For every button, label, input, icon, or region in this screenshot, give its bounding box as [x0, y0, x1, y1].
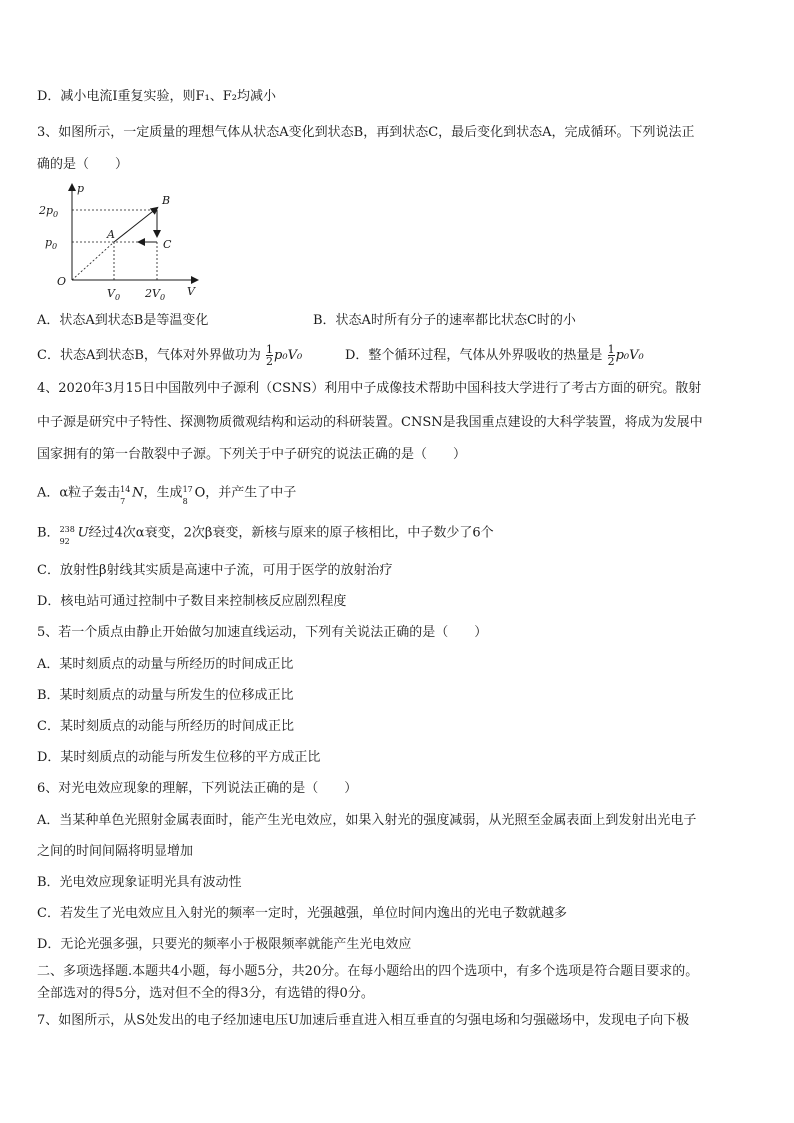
q5-option-a: A．某时刻质点的动量与所经历的时间成正比 [37, 657, 294, 672]
nuclide-o17: 17 8 [182, 485, 193, 506]
q4-option-a-post: ，并产生了中子 [205, 485, 297, 501]
label-v0: $V_0$ [107, 287, 121, 302]
q5-option-c: C．某时刻质点的动能与所经历的时间成正比 [37, 719, 294, 734]
fraction-half-2: $\frac{1}{2}$ [607, 343, 615, 368]
point-b-label: B [162, 194, 171, 207]
uranium-symbol: U [77, 525, 89, 541]
path-a-b [114, 208, 157, 242]
fraction-half: $\frac{1}{2}$ [266, 343, 274, 368]
q4-option-b [37, 524, 494, 546]
label-2v0: $2V_0$ [145, 287, 166, 302]
q4-stem-line2: 中子源是研究中子特性、探测物质微观结构和运动的科研装置。CNSN是我国重点建设的大科学装置，将成为发展中 [37, 415, 703, 430]
q3-option-b: B．状态A时所有分子的速率都比状态C时的小 [313, 313, 576, 328]
point-a-label: A [107, 228, 115, 241]
axis-p-label: p [77, 182, 85, 195]
q3-stem-line2: 确的是（ ） [37, 157, 129, 172]
q6-option-a-line1: A．当某种单色光照射金属表面时，能产生光电效应，如果入射光的强度减弱，从光照至金属表面上到发射出光电子 [37, 813, 697, 828]
q3-option-d [345, 344, 644, 367]
q3-option-a: A．状态A到状态B是等温变化 [37, 313, 209, 328]
axis-v-label: V [187, 285, 195, 298]
nuclide-u238: 238 92 [59, 525, 75, 546]
q3-option-c [37, 344, 302, 367]
nuclide-n14: 14 7 [120, 485, 131, 506]
nitrogen-symbol: N [132, 485, 144, 501]
q4-option-c: C．放射性β射线其实质是高速中子流，可用于医学的放射治疗 [37, 563, 393, 578]
q4-option-a [37, 484, 297, 506]
q3-option-c-text: C．状态A到状态B，气体对外界做功为 [37, 348, 261, 363]
q4-option-b-label: B． [37, 525, 60, 541]
pv-term: p₀V₀ [274, 348, 303, 363]
q2-option-d: D．减小电流I重复实验，则F₁、F₂均减小 [37, 89, 277, 104]
q7-stem: 7、如图所示，从S处发出的电子经加速电压U加速后垂直进入相互垂直的匀强电场和匀强磁场中，发现电子向下极 [37, 1013, 690, 1028]
point-c-label: C [163, 238, 172, 251]
q4-stem-line1: 4、2020年3月15日中国散列中子源利（CSNS）利用中子成像技术帮助中国科技大学进行了考古方面的研究。散射 [37, 381, 702, 396]
label-2p0: $2p_0$ [39, 204, 59, 219]
pv-term-2: p₀V₀ [615, 348, 644, 363]
q4-option-a-text: A．α粒子轰击 [37, 485, 121, 501]
q6-stem: 6、对光电效应现象的理解，下列说法正确的是（ ） [37, 781, 358, 796]
q6-option-c: C．若发生了光电效应且入射光的频率一定时，光强越强，单位时间内逸出的光电子数就越多 [37, 906, 567, 921]
q4-stem-line3: 国家拥有的第一台散裂中子源。下列关于中子研究的说法正确的是（ ） [37, 447, 467, 462]
label-p0: $p_0$ [45, 236, 58, 251]
origin-label: O [57, 275, 67, 288]
q6-option-a-line2: 之间的时间间隔将明显增加 [37, 844, 194, 859]
pv-cycle-diagram [37, 180, 207, 305]
section2-header-line2: 全部选对的得5分，选对但不全的得3分，有选错的得0分。 [37, 986, 374, 1001]
section2-header-line1: 二、多项选择题.本题共4小题，每小题5分，共20分。在每小题给出的四个选项中，有多个选项是符合题目要求的。 [37, 964, 699, 979]
q5-stem: 5、若一个质点由静止开始做匀加速直线运动，下列有关说法正确的是（ ） [37, 625, 488, 640]
q4-option-d: D．核电站可通过控制中子数目来控制核反应剧烈程度 [37, 594, 347, 609]
q5-option-b: B．某时刻质点的动量与所发生的位移成正比 [37, 688, 294, 703]
q6-option-d: D．无论光强多强，只要光的频率小于极限频率就能产生光电效应 [37, 937, 412, 952]
q4-option-a-mid: ，生成 [143, 485, 183, 501]
dash-origin-a [72, 242, 114, 280]
oxygen-symbol: O [194, 485, 206, 501]
q5-option-d: D．某时刻质点的动能与所发生位移的平方成正比 [37, 750, 321, 765]
q3-stem-line1: 3、如图所示，一定质量的理想气体从状态A变化到状态B，再到状态C，最后变化到状态A，完成循环。下列说法正 [37, 125, 695, 140]
q6-option-b: B．光电效应现象证明光具有波动性 [37, 875, 242, 890]
q4-option-b-text: 经过4次α衰变，2次β衰变，新核与原来的原子核相比，中子数少了6个 [88, 525, 494, 541]
q3-option-d-text: D．整个循环过程，气体从外界吸收的热量是 [345, 348, 603, 363]
